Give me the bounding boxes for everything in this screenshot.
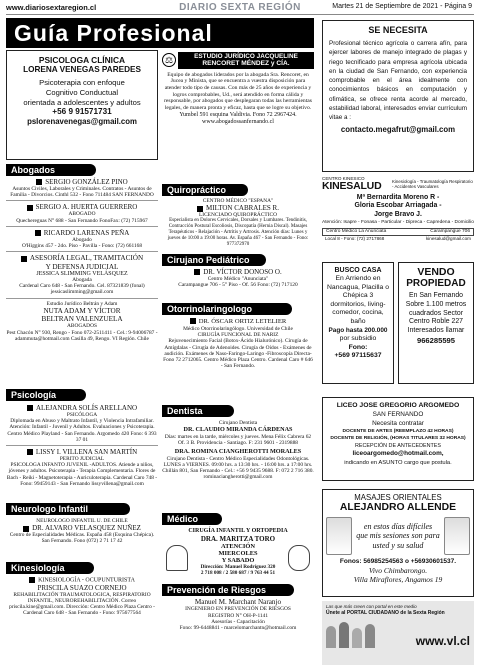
kine-name: PRISCILA SUAZO CORNEJO: [37, 583, 127, 592]
quiropractico-ad: [162, 198, 314, 247]
bullet-icon: [29, 577, 35, 583]
quiro-name: MILTON CABRALES R.: [162, 204, 314, 212]
masajes-name: ALEJANDRO ALLENDE: [339, 502, 457, 513]
bullet-icon: [27, 405, 33, 411]
estudio-names: NUTA ADAM Y VÍCTOR: [43, 306, 121, 315]
riegos-ad: [162, 598, 314, 631]
riegos-name: Manuel M. Marchant Naranjo: [194, 598, 282, 606]
promo-web[interactable]: www.vl.cl: [415, 634, 470, 648]
masajes-l7: Villa Miraflores, Angamos 19: [353, 575, 443, 584]
estudio-info: Pest Chacón N° 930, Rengo - Fono 072-2511411 - Cel.: 9-94006787 - adammuta@hotmail.com Casilla 49, Rengo. VI Región. Chile: [6, 329, 158, 342]
guia-profesional-banner: Guía Profesional: [6, 18, 314, 48]
masajes-l4: que mis sesiones son para: [356, 531, 440, 541]
promo-l2: Únete al PORTAL CIUDADANO de la Sexta Región: [326, 610, 445, 616]
guerrero-role: ABOGADO: [68, 211, 96, 218]
pena-role: Abogado: [72, 236, 92, 243]
liceo-recep: RECEPCIÓN DE ANTECEDENTES: [355, 443, 441, 449]
estudio-fono: Yumbel 591 esquina Valdivia. Fono 72 2967424.: [179, 112, 297, 119]
kine-info: REHABILITACIÓN TRAUMATOLOGICA, RESPIRATORIO INFANTIL, NEUROREHABILITACIÓN. Correo priscila.kine@gmail.com. Dirección: Centro Médico Plaza Centro - Cardenal Caro 648 - San Fernando - Fono: 975677564: [9, 591, 155, 617]
section-kinesiologia: Kinesiología: [6, 562, 94, 574]
psicologa-line: orientada a adolescentes y adultos: [23, 97, 141, 107]
medico-att: Y SABADO: [221, 557, 255, 564]
cirujano-centro: Centro Médico "Anunciata": [207, 276, 269, 282]
people-icon: [326, 620, 396, 648]
abogados-list: [6, 178, 158, 342]
divider: [6, 226, 158, 227]
medico-tel: 2 718 008 / 2 580 687 / 9 763 44 51: [200, 570, 276, 577]
riegos-role: INGENIERO EN PREVENCIÓN DE RIESGOS: [185, 606, 291, 613]
kinesalud-att: Atención: Isapre - Fonasa - Particular - Dipreca - Capredena - Domicilio: [322, 220, 474, 226]
otorrino-role: Médico Otorrinolaringólogo. Universidad de Chile: [183, 326, 293, 332]
bullet-icon: [36, 179, 42, 185]
psicologa-name: LORENA VENEGAS PAREDES: [23, 65, 141, 74]
masajes-l3: en estos días difíciles: [363, 521, 433, 531]
kinesalud-cm2: Carampangue 706: [430, 228, 470, 234]
estudio-l1: Estudio Jurídico Beltrán y Adam: [46, 300, 118, 307]
estudio-role: ABOGADOS: [67, 323, 97, 330]
bullet-icon: [27, 205, 33, 211]
kinesalud-staff: Jorge Bravo J.: [374, 210, 422, 218]
villena-info: PSICOLOGA INFANTO JUVENIL -ADULTOS. Atiende a niños, jóvenes y adultos. Psicoterapia - Terapia Complementaria. Flores de Bach - Reiki - Magnetoterapia - Auriculoterapia. Cardenal Caro 748 - Fono: 99459143 - San Fernando lissyvillena@gmail.com: [6, 462, 158, 487]
promo-ad: [322, 601, 474, 665]
solis-info: Diplomada en Abuso y Maltrato Infantil, y Violencia Intrafamiliar. Atención: Infantil - Juvenil y Adultos. Evaluaciones y Psicoterapia. Centro Médico Playland - San Fernando. Argomedo 420 Fono: 6 393 37 01: [7, 418, 157, 443]
riegos-reg: REGISTRO N° OH-P-1141: [207, 612, 269, 619]
baby-figure-icon: [288, 545, 310, 571]
scales-icon: ⚖: [162, 53, 176, 67]
asesoria-title: ASESORÍA LEGAL, TRAMITACIÓN: [6, 254, 158, 262]
psicologa-title: PSICOLOGA CLÍNICA: [38, 55, 126, 65]
section-medico: Médico: [162, 513, 222, 525]
estudio-web[interactable]: www.abogadossanfernando.cl: [202, 119, 274, 126]
section-quiropractico: Quiropráctico: [162, 184, 248, 196]
psicologia-list: [6, 404, 158, 487]
masajes-l1: MASAJES ORIENTALES: [354, 493, 442, 502]
riegos-info: Asesorías - Capacitación: [211, 618, 265, 625]
section-psicologia: Psicología: [6, 389, 86, 401]
section-dentista: Dentista: [162, 405, 234, 417]
liceo-pos: DOCENTE DE ARTES (REEMPLAZO 42 HORAS): [342, 429, 454, 434]
villena-role: PERITO JUDICIAL: [59, 456, 105, 463]
site-url[interactable]: www.diariosextaregion.cl: [6, 3, 97, 12]
dentista-name: DR. CLAUDIO MIRANDA CÁRDENAS: [183, 426, 293, 434]
psicologa-phone[interactable]: +56 9 91571731: [52, 107, 112, 117]
neurologo-ad: [6, 518, 158, 545]
medico-att: ATENCIÓN: [221, 543, 255, 550]
guerrero-name: SERGIO A. HUERTA GUERRERO: [6, 203, 158, 211]
liceo-pos: DOCENTE DE RELIGIÓN, (HORAS TITULARES 32 HORAS): [330, 436, 466, 441]
bullet-icon: [23, 526, 29, 532]
otorrino-name: DR. ÓSCAR ORTIZ LETELIER: [162, 318, 314, 326]
estudio-body: Equipo de abogados liderados por la abogada Sra. Rencoret, en Jucea y Minista, que se encuentra a vuestra disposición para atender todo tipo de causas. Con más de 25 años de experiencia y logros comprobables, Ud., será atendido en forma cálida y responsable, por abogados que desplegaran todas las herramientas legales, de manera pronta y eficaz, hasta que se logre su objetivo.: [164, 71, 312, 111]
kinesalud-staff: Mª Bernardita Moreno R -: [356, 194, 440, 201]
busco-casa-phone[interactable]: +569 97115637: [334, 352, 382, 360]
estudio-banner-l2: RENCORET MÉNDEZ y CÍA.: [202, 60, 290, 68]
solis-name: ALEJANDRA SOLÍS ARELLANO: [6, 404, 158, 412]
vendo-title: PROPIEDAD: [406, 278, 466, 289]
divider: [6, 200, 158, 201]
dentista-info2: Cirujano Dentista - Centro Médico Especialidades Odontológicas. LUNES a VIERNES. 09:00 hrs. a 13:30 hrs. - 16:00 hrs. a 17:00 hrs. Chillán 801, San Fernando - Cel.: +56 9 9435 9688. F: 072 2 716 380. rominaciangherotti@gmail.com: [162, 455, 314, 481]
bullet-icon: [197, 206, 203, 212]
vendo-body: En San Fernando Sobre 1.100 metros cuadrados Sector Centro Roble 227 Interesados llamar: [405, 292, 467, 335]
busco-casa-sub: por subsidio: [339, 335, 377, 343]
psicologa-email[interactable]: pslorenavenegas@gmail.com: [27, 117, 137, 127]
liceo-city: SAN FERNANDO: [372, 411, 424, 418]
asesoria-title: Y DEFENSA JUDICIAL: [45, 262, 119, 271]
busco-casa-body: En Arriendo en Nancagua, Placilla o Chépica 3 dormitorios, living-comedor, cocina, baño: [327, 275, 389, 325]
masajes-l5: usted y su salud: [372, 540, 424, 550]
promo-l1: Las que más creen con portal en este medio: [326, 604, 417, 609]
vendo-phone[interactable]: 966285595: [416, 335, 455, 345]
section-neurologo: Neurologo Infantil: [6, 503, 130, 515]
estudio-juridico-ad: [162, 52, 314, 180]
vendo-title: VENDO: [417, 266, 455, 278]
busco-casa-pago: Pago hasta 200.000: [328, 326, 388, 334]
dentista-ad: [162, 420, 314, 480]
se-necesita-body: Profesional técnico agrícola o carrera afín, para ejercer labores de manejo integrado de plagas y riego tecnificado para empresa agrícola ubicada en la ciudad de San Fernando, con experiencia comprobable en el área idealmente con conocimientos básicos en computación y ofimática, se ofrece renta acorde al mercado, estabilidad laboral, interesados enviar currículum vitae a :: [329, 40, 467, 122]
masajes-fonos[interactable]: Fonos: 56985254563 o +56930601537.: [339, 558, 457, 565]
bullet-icon: [194, 269, 200, 275]
dentista-l1: Cirujano Dentista: [218, 420, 258, 426]
kinesalud-local: Local 8 - Fono: (72) 2717868: [325, 235, 385, 241]
kinesalud-logo: KINESALUD: [322, 180, 382, 192]
kinesalud-email[interactable]: kinesalud@gmail.com: [425, 235, 471, 241]
estudio-banner-l1: ESTUDIO JURÍDICO JACQUELINE: [194, 53, 298, 60]
kinesalud-staff: Gloria Escobar Arriagada -: [354, 202, 442, 210]
liceo-ad: [322, 397, 474, 481]
divider: [6, 445, 158, 446]
busco-casa-title: BUSCO CASA: [334, 267, 382, 274]
dentista-info: Días: martes en la tarde, miércoles y jueves. Mena Félix Cabrera 62 Of. 3 B. Providencia - Santiago. F: 231 9601 - 2319888: [164, 434, 312, 447]
medico-name: DRA. MARITZA TORO: [200, 535, 276, 543]
quiro-centro: CENTRO MÉDICO "ESPANA": [202, 198, 274, 204]
riegos-fono: Fono: 99-6448841 - marcelomarchantn@hotmail.com: [179, 624, 297, 631]
medico-att: MIERCOLES: [218, 550, 258, 557]
bullet-icon: [27, 449, 33, 455]
section-abogados: Abogados: [6, 164, 96, 176]
masajes-l6: Vivo Chimbarongo.: [368, 566, 428, 575]
liceo-email[interactable]: liceoargomedo@hotmail.com,: [352, 450, 444, 457]
busco-casa-ad: [322, 262, 394, 384]
pena-name: RICARDO LARENAS PEÑA: [6, 229, 158, 237]
gonzalez-name: SERGIO GONZÁLEZ PINO: [6, 178, 158, 186]
kine-role: KINESIOLOGÍA - OCUPUNTURISTA: [6, 577, 158, 584]
quiro-role: LICENCIADO QUIROPRÁCTICO: [198, 212, 277, 219]
otorrino-ad: [162, 318, 314, 369]
se-necesita-ad: [322, 20, 474, 172]
liceo-name: LICEO JOSE GREGORIO ARGOMEDO: [336, 402, 460, 409]
neurologo-role: NEUROLOGO INFANTIL U. DE CHILE: [36, 518, 128, 524]
otorrino-sub: CIRUGÍA FUNCIONAL DE NARIZ: [197, 332, 279, 339]
psicologa-ad: [6, 50, 158, 160]
psicologa-line: Psicoterapia con enfoque: [39, 78, 125, 87]
masajes-ad: [322, 489, 474, 597]
masaje-photo: [326, 517, 352, 555]
kinesiologia-ad: [6, 577, 158, 616]
kinesalud-cm: Centro Médico La Anunciata: [326, 228, 387, 234]
kinesalud-sub: CENTRO KINESICO: [322, 176, 365, 181]
busco-casa-fono: Fono:: [348, 343, 368, 351]
gonzalez-info: Asuntos Civiles, Laborales y Criminales. Contratos - Asuntos de Familia - Divorcios. Cinthl 532 - Fono 711484 SAN FERNANDO: [10, 186, 154, 199]
doctor-figure-icon: [166, 545, 188, 571]
neurologo-name: DR. ALVARO VELASQUEZ NUÑEZ: [6, 524, 158, 532]
masaje-photo: [444, 517, 470, 555]
bullet-icon: [35, 230, 41, 236]
liceo-note: indicando en ASUNTO cargo que postula.: [344, 459, 452, 466]
kinesalud-ad: [322, 176, 474, 254]
liceo-need: Necesita contratar: [372, 420, 424, 427]
section-otorrino: Otorrinolaringologo: [162, 303, 292, 315]
guerrero-info: Quechereguas N° 688 - San Fernando FonoFax: (72) 715967: [16, 217, 148, 224]
psicologa-line: Cognitivo Conductual: [45, 87, 119, 97]
bullet-icon: [21, 256, 27, 262]
quiro-info: Especialista en Dolores Cervicales, Dorsales y Lumbares. Tendinitis, Contracción Postural Escoliosis, Discopatía (Hernia Discal). Masajes Terapéuticos - Relajación - Artritis y Artrosis. Atención días: Lunes y jueves de 10:00 a 19:00 horas. Av. España 467 - San Fernando - Fono: 977372970: [167, 218, 309, 247]
villena-name: LISSY I. VILLENA SAN MARTÍN: [6, 448, 158, 456]
asesoria-info: Cardenal Caro 648 - San Fernando. Cel. 87321839 (fonal) jessicaslimming@gmail.com: [19, 283, 145, 296]
header-divider: [6, 14, 474, 15]
section-cirujano: Cirujano Pediátrico: [162, 254, 266, 266]
se-necesita-email[interactable]: contacto.megafrut@gmail.com: [340, 124, 456, 134]
cirujano-info: Carampangue 706 - 5° Piso - Of. 56 Fono: (72) 717120: [178, 282, 298, 289]
section-riegos: Prevención de Riesgos: [162, 584, 294, 596]
divider: [6, 298, 158, 299]
divider: [6, 251, 158, 252]
asesoria-name: JESSICA SLIMMING VELÁSQUEZ: [36, 270, 128, 277]
page-date: Martes 21 de Septiembre de 2021 - Página 9: [332, 3, 472, 10]
se-necesita-title: SE NECESITA: [368, 25, 428, 35]
newspaper-title: DIARIO SEXTA REGIÓN: [179, 2, 301, 13]
neurologo-info: Centro de Especialidades Médicas. España 458 (Esquina Chépica). San Fernando. Fono (072) 2 71 17 42: [9, 532, 155, 545]
medico-ad: [162, 527, 314, 581]
bullet-icon: [190, 318, 196, 324]
dentista-name2: DRA. ROMINA CIANGHEROTTI MORALES: [174, 447, 302, 455]
asesoria-role: Abogada: [72, 277, 92, 284]
solis-role: PSICÓLOGA: [66, 412, 98, 418]
estudio-names: BELTRAN VALENZUELA: [41, 315, 123, 324]
medico-dir: Dirección: Manuel Rodríguez 320: [200, 564, 276, 570]
cirujano-ad: [162, 268, 314, 288]
otorrino-info: Rejuvenecimiento Facial (Botox-Ácido Hialurónico). Cirugía de Amígdalas - Cirugía de Adenoides. Cirugía de Oídos - Exámenes de audición. Exámenes de Naso-Faringo-Laringo -Fibroscopía Directa- Fono 72 2712065. Centro Médico Plaza Centro. Cardenal Caro # 646 - San Fernando.: [163, 338, 313, 370]
cirujano-name: DR. VÍCTOR DONOSO O.: [162, 268, 314, 276]
kinesalud-tag: Kinesiología - Traumatología Respiratorio - Accidentes Vasculares: [392, 178, 473, 189]
vendo-ad: [398, 262, 474, 384]
medico-l1: CIRUGÍA INFANTIL Y ORTOPEDIA: [188, 528, 288, 534]
pena-info: O'Higgins 457 - 2do. Piso - Pavilla - Fono: (72) 661168: [21, 243, 143, 250]
